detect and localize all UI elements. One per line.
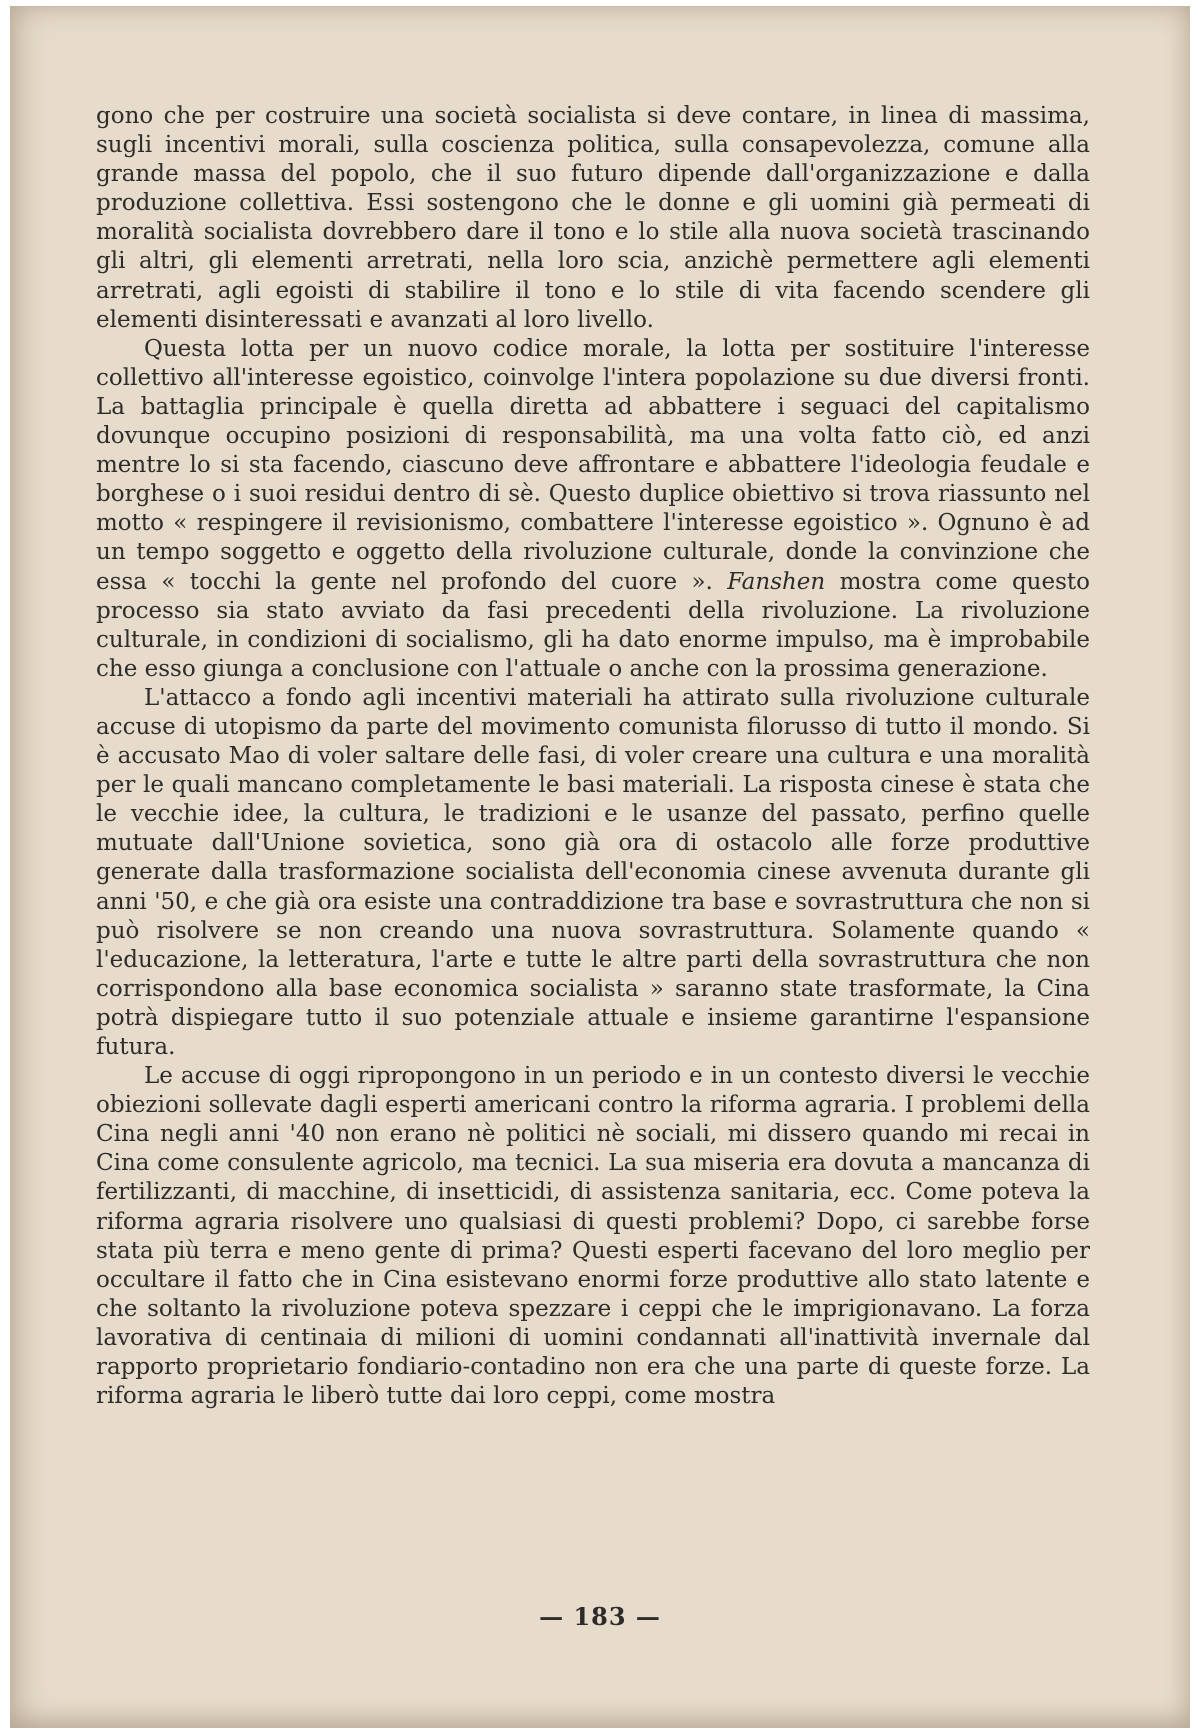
paragraph-2 — [96, 335, 1090, 684]
paragraph-2-text: Questa lotta per un nuovo codice morale, la lotta per sostituire l'interesse collettivo all'interesse egoistico, coinvolge l'intera popolazione su due diversi fronti. La battaglia principale è quella diretta ad abbattere i seguaci del capitalismo dovunque occupino posizioni di responsabilità, ma una volta fatto ciò, ed anzi mentre lo si sta facendo, ciascuno deve affrontare e abbattere l'ideologia feudale e borghese o i suoi residui dentro di sè. Questo duplice obiettivo si trova riassunto nel motto « respingere il revisionismo, combattere l'interesse egoistico ». Ognuno è ad un tempo soggetto e oggetto della rivoluzione culturale, donde la convinzione che essa « tocchi la gente nel profondo del cuore ». — [96, 335, 1090, 595]
book-title: Fanshen — [727, 568, 826, 595]
book-page — [10, 6, 1190, 1728]
paragraph-3: L'attacco a fondo agli incentivi materiali ha attirato sulla rivoluzione culturale accuse di utopismo da parte del movimento comunista filorusso di tutto il mondo. Si è accusato Mao di voler saltare delle fasi, di voler creare una cultura e una moralità per le quali mancano completamente le basi materiali. La risposta cinese è stata che le vecchie idee, la cultura, le tradizioni e le usanze del passato, perfino quelle mutuate dall'Unione sovietica, sono già ora di ostacolo alle forze produttive generate dalla trasformazione socialista dell'economia cinese avvenuta durante gli anni '50, e che già ora esiste una contraddizione tra base e sovrastruttura che non si può risolvere se non creando una nuova sovrastruttura. Solamente quando « l'educazione, la letteratura, l'arte e tutte le altre parti della sovrastruttura che non corrispondono alla base economica socialista » saranno state trasformate, la Cina potrà dispiegare tutto il suo potenziale attuale e insieme garantirne l'espansione futura. — [96, 684, 1090, 1060]
paragraph-4: Le accuse di oggi ripropongono in un periodo e in un contesto diversi le vecchie obiezioni sollevate dagli esperti americani contro la riforma agraria. I problemi della Cina negli anni '40 non erano nè politici nè sociali, mi dissero quando mi recai in Cina come consulente agricolo, ma tecnici. La sua miseria era dovuta a mancanza di fertilizzanti, di macchine, di insetticidi, di assistenza sanitaria, ecc. Come poteva la riforma agraria risolvere uno qualsiasi di questi problemi? Dopo, ci sarebbe forse stata più terra e meno gente di prima? Questi esperti facevano del loro meglio per occultare il fatto che in Cina esistevano enormi forze produttive allo stato latente e che soltanto la rivoluzione poteva spezzare i ceppi che le imprigionavano. La forza lavorativa di centinaia di milioni di uomini condannati all'inattività invernale dal rapporto proprietario fondiario-contadino non era che una parte di queste forze. La riforma agraria le liberò tutte dai loro ceppi, come mostra — [96, 1063, 1090, 1410]
paragraph-2-continuation: mostra come questo processo sia stato avviato da fasi precedenti della rivoluzione. La rivoluzione culturale, in condizioni di socialismo, gli ha dato enorme impulso, ma è improbabile che esso giunga a conclusione con l'attuale o anche con la prossima generazione. — [96, 568, 1090, 682]
page-number: — 183 — — [539, 1602, 661, 1631]
body-text — [96, 102, 1090, 1411]
paragraph-1: gono che per costruire una società socialista si deve contare, in linea di massima, sugli incentivi morali, sulla coscienza politica, sulla consapevolezza, comune alla grande massa del popolo, che il suo futuro dipende dall'organizzazione e dalla produzione collettiva. Essi sostengono che le donne e gli uomini già permeati di moralità socialista dovrebbero dare il tono e lo stile alla nuova società trascinando gli altri, gli elementi arretrati, nella loro scia, anzichè permettere agli elementi arretrati, agli egoisti di stabilire il tono e lo stile di vita facendo scendere gli elementi disinteressati e avanzati al loro livello. — [96, 103, 1090, 333]
